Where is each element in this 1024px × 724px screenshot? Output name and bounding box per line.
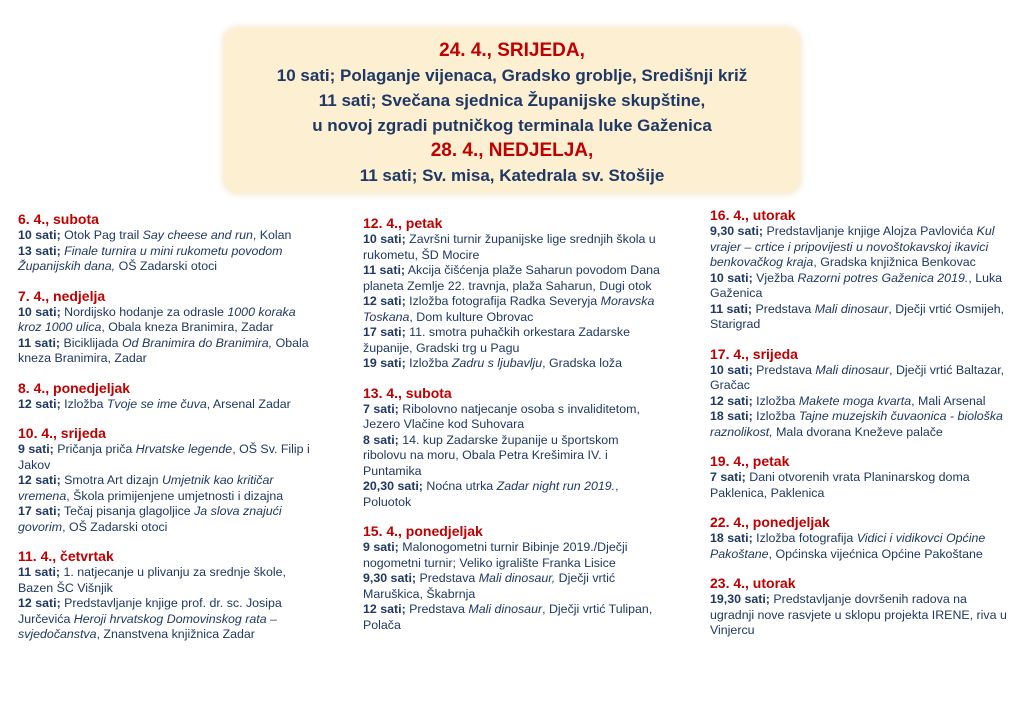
event-title: 1000 koraka kroz 1000 ulica — [18, 304, 296, 334]
event-text: 1. natjecanje u plivanju za srednje škole, Bazen ŠC Višnjik — [18, 565, 286, 595]
event-text: Dani otvorenih vrata Planinarskog doma Paklenica, Paklenica — [710, 470, 970, 500]
event-place: , Poluotok — [363, 479, 619, 509]
day-block — [18, 424, 318, 535]
event-time: 11 sati; — [710, 301, 753, 316]
banner-line-3: 11 sati; Svečana sjednica Županijske skupštine, — [318, 91, 706, 110]
event-item — [710, 302, 1010, 333]
event-time: 20,30 sati; — [363, 479, 423, 493]
event-text: Akcija čišćenja plaže Saharun povodom Dana planeta Zemlje 22. travnja, plaža Saharun, Dugi otok — [363, 263, 660, 293]
event-place: , Obala kneza Branimira, Zadar — [101, 320, 274, 334]
event-text: Predstavljanje knjige Alojza Pavlovića — [763, 224, 977, 238]
event-text: Pričanja priča — [53, 442, 136, 456]
event-text: Predstavljanje knjige prof. dr. sc. Josipa Jurčevića — [18, 596, 282, 626]
banner-date-2: 28. 4., NEDJELJA, — [430, 140, 594, 161]
event-time: 17 sati; — [363, 325, 406, 339]
event-title: Umjetnik kao kritičar vremena — [18, 473, 274, 503]
day-block — [18, 379, 318, 413]
event-time: 12 sati; — [18, 396, 61, 411]
event-place: , Kolan — [252, 228, 292, 242]
event-item — [710, 394, 1010, 410]
banner-date-1: 24. 4., SRIJEDA, — [439, 40, 585, 61]
event-item — [710, 363, 1010, 394]
schedule-column-3 — [710, 206, 1010, 651]
event-time: 12 sati; — [18, 473, 61, 487]
day-block — [363, 384, 663, 511]
event-item — [363, 402, 663, 433]
day-date: 11. 4., četvrtak — [18, 548, 114, 564]
day-date: 16. 4., utorak — [710, 207, 796, 223]
day-block — [18, 287, 318, 367]
event-title: Makete moga kvarta — [798, 393, 912, 408]
event-place: , Dječji vrtić Baltazar, Gračac — [710, 362, 1005, 392]
event-title: Razorni potres Gaženica 2019. — [797, 270, 969, 285]
event-time: 19 sati; — [363, 356, 406, 370]
event-title: Ja slova znajući govorim — [18, 504, 282, 534]
event-text: Predstava — [752, 301, 815, 316]
event-text: Predstava — [405, 602, 469, 616]
event-title: Zadar night run 2019. — [496, 479, 616, 493]
event-time: 11 sati; — [18, 335, 61, 350]
event-text: Vježba — [752, 270, 798, 285]
event-item — [363, 571, 663, 602]
event-place: Obala kneza Branimira, Zadar — [18, 335, 309, 365]
event-place: , Arsenal Zadar — [206, 396, 291, 411]
event-item — [18, 473, 318, 504]
event-time: 12 sati; — [18, 596, 61, 610]
day-date: 22. 4., ponedjeljak — [710, 514, 830, 530]
day-block — [363, 214, 663, 372]
event-title: Finale turnira u mini rukometu povodom Županijskih dana, — [18, 243, 283, 273]
event-item — [710, 409, 1010, 440]
event-item — [363, 325, 663, 356]
event-text: Izložba fotografija Radka Severyja — [405, 294, 601, 308]
day-block — [710, 574, 1010, 639]
day-date: 7. 4., nedjelja — [18, 287, 106, 304]
event-title: Mali dinosaur — [815, 362, 890, 377]
event-item — [710, 470, 1010, 501]
event-item — [363, 479, 663, 510]
event-item — [18, 596, 318, 643]
event-item — [18, 336, 318, 367]
event-item — [18, 228, 318, 244]
event-item — [710, 592, 1010, 639]
day-date: 6. 4., subota — [18, 211, 99, 227]
event-text: Otok Pag trail — [60, 228, 143, 242]
event-place: OŠ Zadarski otoci — [115, 259, 218, 273]
event-text: Izložba — [752, 409, 799, 423]
event-title: Tvoje se ime čuva — [106, 396, 207, 411]
event-item — [18, 397, 318, 413]
day-block — [710, 452, 1010, 501]
event-text: Izložba — [60, 396, 107, 411]
event-time: 10 sati; — [363, 232, 406, 246]
banner-line-2: 10 sati; Polaganje vijenaca, Gradsko groblje, Središnji križ — [276, 66, 748, 85]
event-text: Izložba fotografija — [752, 531, 857, 545]
event-time: 9 sati; — [363, 540, 399, 554]
event-text: Tečaj pisanja glagoljice — [60, 504, 195, 518]
event-item — [363, 356, 663, 372]
event-text: Predstava — [752, 362, 816, 377]
event-text: Završni turnir županijske lige srednjih škola u rukometu, ŠD Mocire — [363, 232, 656, 262]
event-title: Mali dinosaur — [814, 301, 889, 316]
event-place: , Dom kulture Obrovac — [409, 309, 534, 324]
event-place: , Dječji vrtić Tulipan, Polača — [363, 602, 653, 632]
event-time: 10 sati; — [710, 270, 753, 285]
day-date: 23. 4., utorak — [710, 575, 796, 591]
headline-banner — [224, 28, 800, 193]
event-title: Tajne muzejskih čuvaonica - biološka raznolikost, — [710, 409, 1003, 439]
event-time: 10 sati; — [710, 362, 753, 377]
event-title: Kul vrajer – crtice i pripovijesti u novoštokavskoj ikavici benkovačkog kraja — [710, 224, 995, 269]
banner-line-6: 11 sati; Sv. misa, Katedrala sv. Stošije — [359, 166, 665, 185]
banner-line-4: u novoj zgradi putničkog terminala luke Gaženica — [312, 116, 712, 135]
event-place: , Dječji vrtić Osmijeh, Starigrad — [710, 301, 1005, 331]
event-text: 14. kup Zadarske županije u športskom ribolovu na moru, Obala Petra Krešimira IV. i Puntamika — [363, 432, 619, 478]
event-time: 17 sati; — [18, 504, 61, 518]
event-time: 9,30 sati; — [363, 571, 417, 585]
event-item — [363, 232, 663, 263]
day-date: 8. 4., ponedjeljak — [18, 379, 131, 396]
event-time: 11 sati; — [18, 565, 61, 579]
event-time: 7 sati; — [710, 470, 746, 484]
event-place: , OŠ Zadarski otoci — [62, 519, 168, 534]
event-item — [710, 531, 1010, 562]
event-time: 10 sati; — [18, 304, 61, 319]
event-title: Heroji hrvatskog Domovinskog rata – svjedočanstva — [18, 611, 277, 641]
event-text: 11. smotra puhačkih orkestara Zadarske županije, Gradski trg u Pagu — [363, 325, 630, 355]
event-time: 13 sati; — [18, 243, 61, 258]
day-block — [363, 522, 663, 633]
event-item — [363, 540, 663, 571]
event-item — [363, 433, 663, 480]
event-title: Mali dinosaur — [468, 602, 543, 616]
event-item — [18, 442, 318, 473]
schedule-column-1 — [18, 210, 318, 655]
event-time: 19,30 sati; — [710, 592, 770, 606]
event-text: Biciklijada — [60, 335, 123, 350]
event-item — [710, 224, 1010, 271]
event-place: Mala dvorana Kneževe palače — [772, 424, 943, 439]
event-time: 8 sati; — [363, 432, 399, 447]
event-item — [18, 565, 318, 596]
schedule-column-2 — [363, 214, 663, 645]
event-text: Smotra Art dizajn — [60, 473, 162, 487]
day-date: 13. 4., subota — [363, 384, 452, 401]
event-title: Mali dinosaur, — [478, 571, 556, 585]
day-date: 19. 4., petak — [710, 453, 790, 469]
event-time: 12 sati; — [363, 602, 406, 616]
event-time: 18 sati; — [710, 409, 753, 423]
event-place: , Znanstvena knjižnica Zadar — [96, 627, 255, 641]
event-title: Moravska Toskana — [363, 294, 655, 324]
event-title: Vidici i vidikovci Općine Pakoštane — [710, 531, 986, 561]
event-title: Hrvatske legende — [135, 442, 233, 456]
event-place: Dječji vrtić Maruškica, Škabrnja — [363, 571, 616, 601]
day-date: 17. 4., srijeda — [710, 345, 798, 362]
event-title: Zadru s ljubavlju — [451, 356, 543, 370]
event-title: Od Branimira do Branimira, — [122, 335, 273, 350]
event-item — [363, 263, 663, 294]
event-text: Izložba — [405, 356, 452, 370]
event-text: Noćna utrka — [422, 479, 497, 493]
day-date: 12. 4., petak — [363, 215, 443, 231]
event-place: , Luka Gaženica — [710, 270, 1003, 300]
day-block — [18, 547, 318, 643]
event-place: , Mali Arsenal — [911, 393, 986, 408]
event-time: 9,30 sati; — [710, 224, 764, 238]
event-place: , OŠ Sv. Filip i Jakov — [18, 442, 310, 472]
event-item — [18, 305, 318, 336]
event-text: Malonogometni turnir Bibinje 2019./Dječji nogometni turnir; Veliko igralište Franka Lisice — [363, 540, 628, 570]
day-block — [710, 513, 1010, 562]
day-date: 15. 4., ponedjeljak — [363, 523, 483, 539]
event-item — [363, 602, 663, 633]
event-text: Nordijsko hodanje za odrasle — [60, 304, 228, 319]
event-text: Ribolovno natjecanje osoba s invaliditetom, Jezero Vlačine kod Suhovara — [363, 401, 640, 431]
day-block — [18, 210, 318, 275]
event-place: , Općinska vijećnica Općine Pakoštane — [768, 546, 983, 561]
event-item — [363, 294, 663, 325]
event-item — [18, 504, 318, 535]
event-time: 10 sati; — [18, 228, 61, 242]
event-time: 11 sati; — [363, 263, 406, 277]
event-time: 7 sati; — [363, 401, 399, 416]
event-place: , Škola primijenjene umjetnosti i dizajna — [66, 488, 284, 503]
event-text: Predstava — [416, 571, 479, 585]
event-time: 18 sati; — [710, 531, 753, 545]
event-place: , Gradska loža — [542, 356, 622, 370]
event-time: 12 sati; — [363, 294, 406, 308]
day-block — [710, 206, 1010, 333]
day-block — [710, 345, 1010, 441]
event-time: 12 sati; — [710, 393, 753, 408]
event-text: Izložba — [752, 393, 799, 408]
event-place: , Gradska knjižnica Benkovac — [813, 255, 976, 269]
event-text: Predstavljanje dovršenih radova na ugradnji nove rasvjete u sklopu projekta IRENE, riva u Vinjercu — [710, 592, 1007, 637]
day-date: 10. 4., srijeda — [18, 425, 106, 441]
event-item — [18, 244, 318, 275]
event-title: Say cheese and run — [142, 228, 253, 242]
event-time: 9 sati; — [18, 442, 54, 456]
event-item — [710, 271, 1010, 302]
